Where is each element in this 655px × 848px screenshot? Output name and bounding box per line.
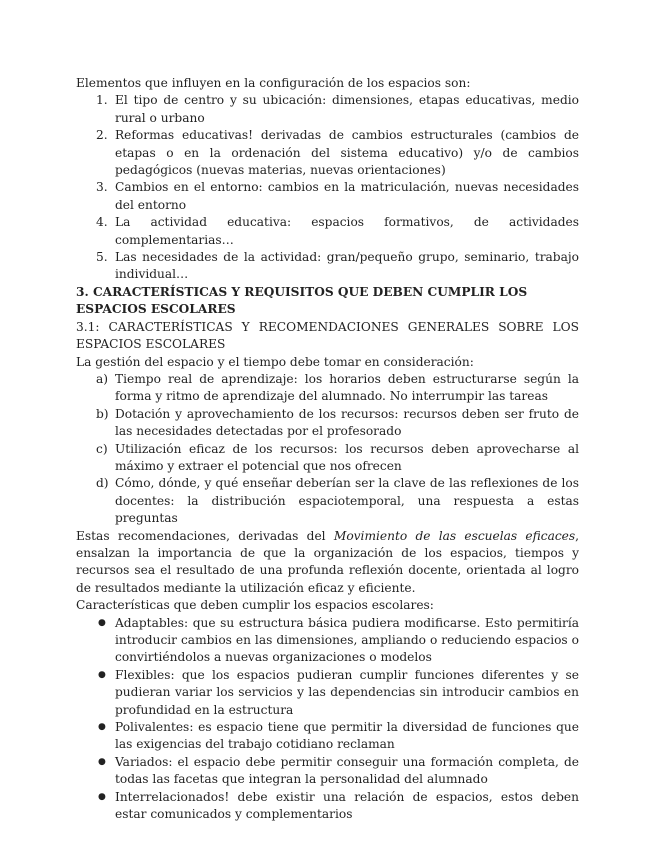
management-intro: La gestión del espacio y el tiempo debe tomar en consideración: — [76, 354, 474, 369]
list-marker: d) — [96, 476, 109, 491]
list-item — [76, 719, 579, 754]
bullet-icon: ● — [98, 791, 106, 802]
list-item-text: Tiempo real de aprendizaje: los horarios deben estructurarse según la forma y ritmo de aprendizaje del alumnado. No interrumpir las tareas — [115, 371, 579, 404]
recommendations-text-end: , ensalzan la importancia de que la organización de los espacios, tiempos y recursos sea el resultado de una profunda reflexión docente, orientada al logro de resultados mediante la utilización eficaz y eficiente. — [76, 528, 579, 595]
characteristics-intro: Características que deben cumplir los espacios escolares: — [76, 598, 434, 613]
list-item — [76, 667, 579, 719]
list-marker: a) — [96, 371, 109, 386]
list-item-text: El tipo de centro y su ubicación: dimensiones, etapas educativas, medio rural o urbano — [115, 93, 579, 125]
bullet-icon: ● — [98, 722, 106, 733]
intro-paragraph: Elementos que influyen en la configuración de los espacios son: — [76, 76, 471, 90]
list-marker: 4. — [96, 215, 108, 230]
list-item-text: Polivalentes: es espacio tiene que permitir la diversidad de funciones que las exigencias del trabajo cotidiano reclaman — [115, 720, 579, 752]
bullet-icon: ● — [98, 617, 106, 628]
factors-list — [76, 92, 579, 283]
list-item-text: Flexibles: que los espacios pudieran cumplir funciones diferentes y se pudieran variar los servicios y las dependencias sin introducir cambios en profundidad en la estructura — [115, 667, 579, 717]
list-item — [76, 371, 579, 406]
list-item-text: Reformas educativas! derivadas de cambios estructurales (cambios de etapas o en la ordenación del sistema educativo) y/o de cambios pedagógicos (nuevas materias, nuevas orientaciones) — [115, 128, 579, 178]
list-item-text: Cómo, dónde, y qué enseñar deberían ser la clave de las reflexiones de los docentes: la distribución espaciotemporal, una respuesta a estas preguntas — [115, 476, 579, 526]
characteristics-list — [76, 615, 579, 824]
list-item-text: La actividad educativa: espacios formativos, de actividades complementarias… — [115, 215, 579, 247]
list-item-text: Interrelacionados! debe existir una relación de espacios, estos deben estar comunicados y complementarios — [115, 789, 579, 822]
list-item-text: Utilización eficaz de los recursos: los recursos deben aprovecharse al máximo y extraer el potencial que nos ofrecen — [115, 441, 579, 473]
recommendations-paragraph — [76, 528, 579, 598]
list-marker: 3. — [96, 180, 108, 195]
recommendations-text-start: Estas recomendaciones, derivadas del — [76, 528, 334, 543]
recommendations-italic-term: Movimiento de las escuelas eficaces — [333, 528, 576, 543]
list-item-text: Las necesidades de la actividad: gran/pequeño grupo, seminario, trabajo individual… — [115, 250, 579, 282]
list-marker: c) — [96, 441, 108, 456]
list-item — [76, 441, 579, 476]
list-item — [76, 179, 579, 214]
considerations-list — [76, 371, 579, 528]
list-marker: 2. — [96, 128, 108, 143]
list-item — [76, 249, 579, 284]
list-item — [76, 214, 579, 249]
list-item — [76, 475, 579, 527]
list-item-text: Adaptables: que su estructura básica pudiera modificarse. Esto permitiría introducir cambios en las dimensiones, ampliando o reduciendo espacios o convirtiéndolos a nuevas organizaciones o modelos — [115, 615, 579, 665]
list-item-text: Variados: el espacio debe permitir conseguir una formación completa, de todas las facetas que integran la personalidad del alumnado — [115, 754, 579, 787]
section-heading: 3. CARACTERÍSTICAS Y REQUISITOS QUE DEBEN CUMPLIR LOS ESPACIOS ESCOLARES — [76, 284, 528, 317]
list-marker: b) — [96, 406, 109, 421]
list-item — [76, 406, 579, 441]
list-item — [76, 92, 579, 127]
subsection-heading: 3.1: CARACTERÍSTICAS Y RECOMENDACIONES GENERALES SOBRE LOS ESPACIOS ESCOLARES — [76, 319, 579, 352]
list-marker: 5. — [96, 250, 108, 265]
list-item — [76, 789, 579, 824]
list-item-text: Cambios en el entorno: cambios en la matriculación, nuevas necesidades del entorno — [115, 180, 579, 212]
list-item — [76, 127, 579, 179]
bullet-icon: ● — [98, 669, 106, 680]
bullet-icon: ● — [98, 756, 106, 767]
list-item — [76, 615, 579, 667]
list-item-text: Dotación y aprovechamiento de los recursos: recursos deben ser fruto de las necesidades detectadas por el profesorado — [115, 406, 579, 439]
list-item — [76, 754, 579, 789]
list-marker: 1. — [96, 93, 108, 108]
